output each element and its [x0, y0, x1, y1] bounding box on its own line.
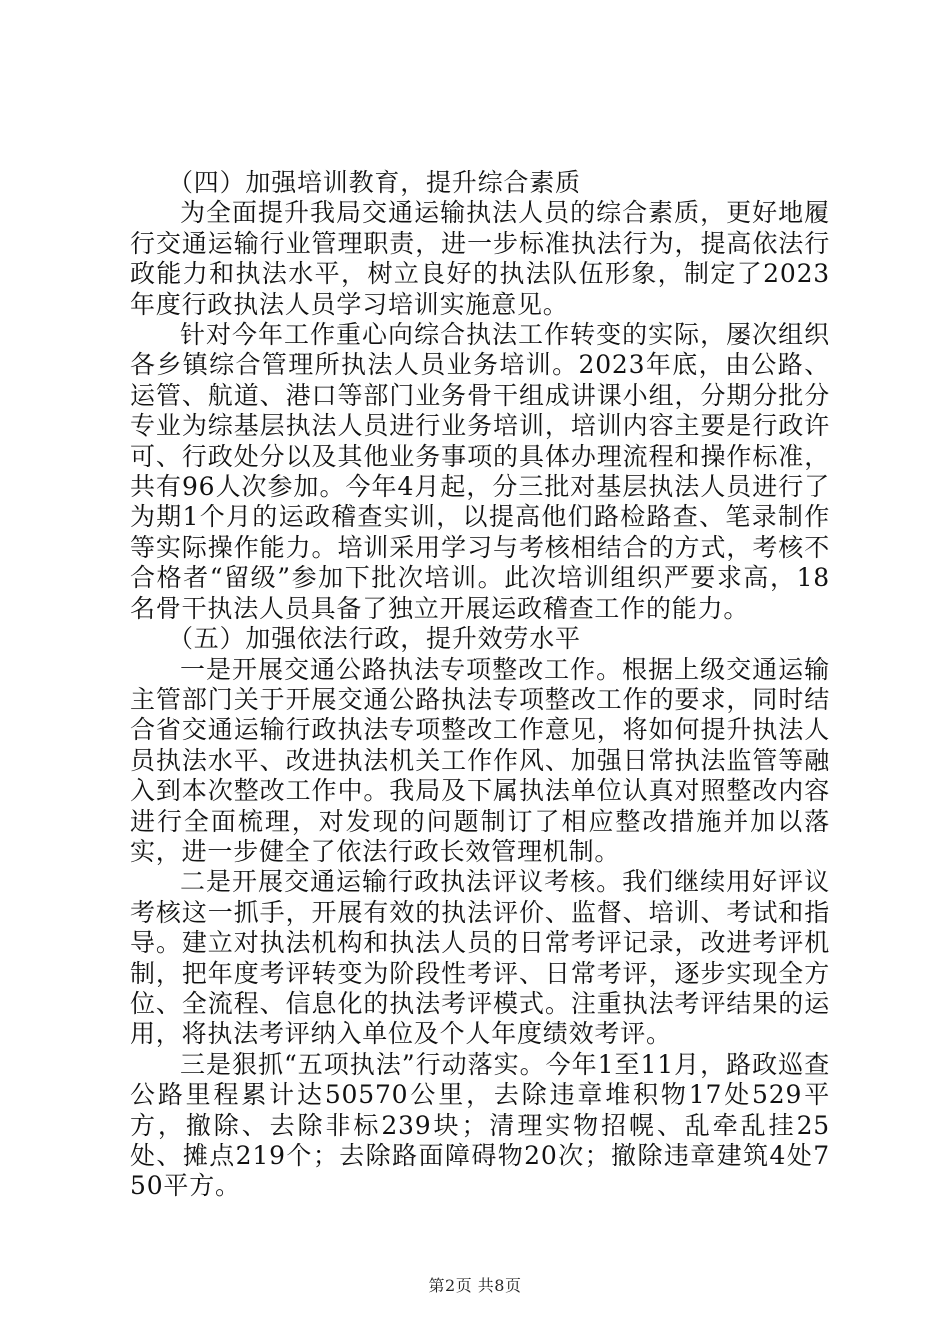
paragraph-five-enforcement: 三是狠抓“五项执法”行动落实。今年1至11月，路政巡查公路里程累计达50570公里，去除违章堆积物17处529平方，撤除、去除非标239块；清理实物招幌、乱牵乱挂25处、摊点219个；去除路面障碍物20次；撤除违章建筑4处750平方。 — [130, 1049, 830, 1201]
paragraph-training-intro: 为全面提升我局交通运输执法人员的综合素质，更好地履行交通运输行业管理职责，进一步标准执法行为，提高依法行政能力和执法水平，树立良好的执法队伍形象，制定了2023年度行政执法人员学习培训实施意见。 — [130, 198, 830, 319]
page-number-footer: 第2页 共8页 — [428, 1276, 522, 1295]
paragraph-rectification: 一是开展交通公路执法专项整改工作。根据上级交通运输主管部门关于开展交通公路执法专项整改工作的要求，同时结合省交通运输行政执法专项整改工作意见，将如何提升执法人员执法水平、改进执法机关工作作风、加强日常执法监管等融入到本次整改工作中。我局及下属执法单位认真对照整改内容进行全面梳理，对发现的问题制订了相应整改措施并加以落实，进一步健全了依法行政长效管理机制。 — [130, 654, 830, 866]
section-heading-5: （五）加强依法行政，提升效劳水平 — [168, 624, 581, 654]
document-body — [130, 168, 830, 1202]
section-heading-4: （四）加强培训教育，提升综合素质 — [168, 168, 581, 197]
paragraph-training-details: 针对今年工作重心向综合执法工作转变的实际，屡次组织各乡镇综合管理所执法人员业务培训。2023年底，由公路、运管、航道、港口等部门业务骨干组成讲课小组，分期分批分专业为综基层执法人员进行业务培训，培训内容主要是行政许可、行政处分以及其他业务事项的具体办理流程和操作标准，共有96人次参加。今年4月起，分三批对基层执法人员进行了为期1个月的运政稽查实训，以提高他们路检路查、笔录制作等实际操作能力。培训采用学习与考核相结合的方式，考核不合格者“留级”参加下批次培训。此次培训组织严要求高，18名骨干执法人员具备了独立开展运政稽查工作的能力。 — [130, 320, 830, 623]
paragraph-evaluation: 二是开展交通运输行政执法评议考核。我们继续用好评议考核这一抓手，开展有效的执法评价、监督、培训、考试和指导。建立对执法机构和执法人员的日常考评记录，改进考评机制，把年度考评转变为阶段性考评、日常考评，逐步实现全方位、全流程、信息化的执法考评模式。注重执法考评结果的运用，将执法考评纳入单位及个人年度绩效考评。 — [130, 867, 830, 1049]
